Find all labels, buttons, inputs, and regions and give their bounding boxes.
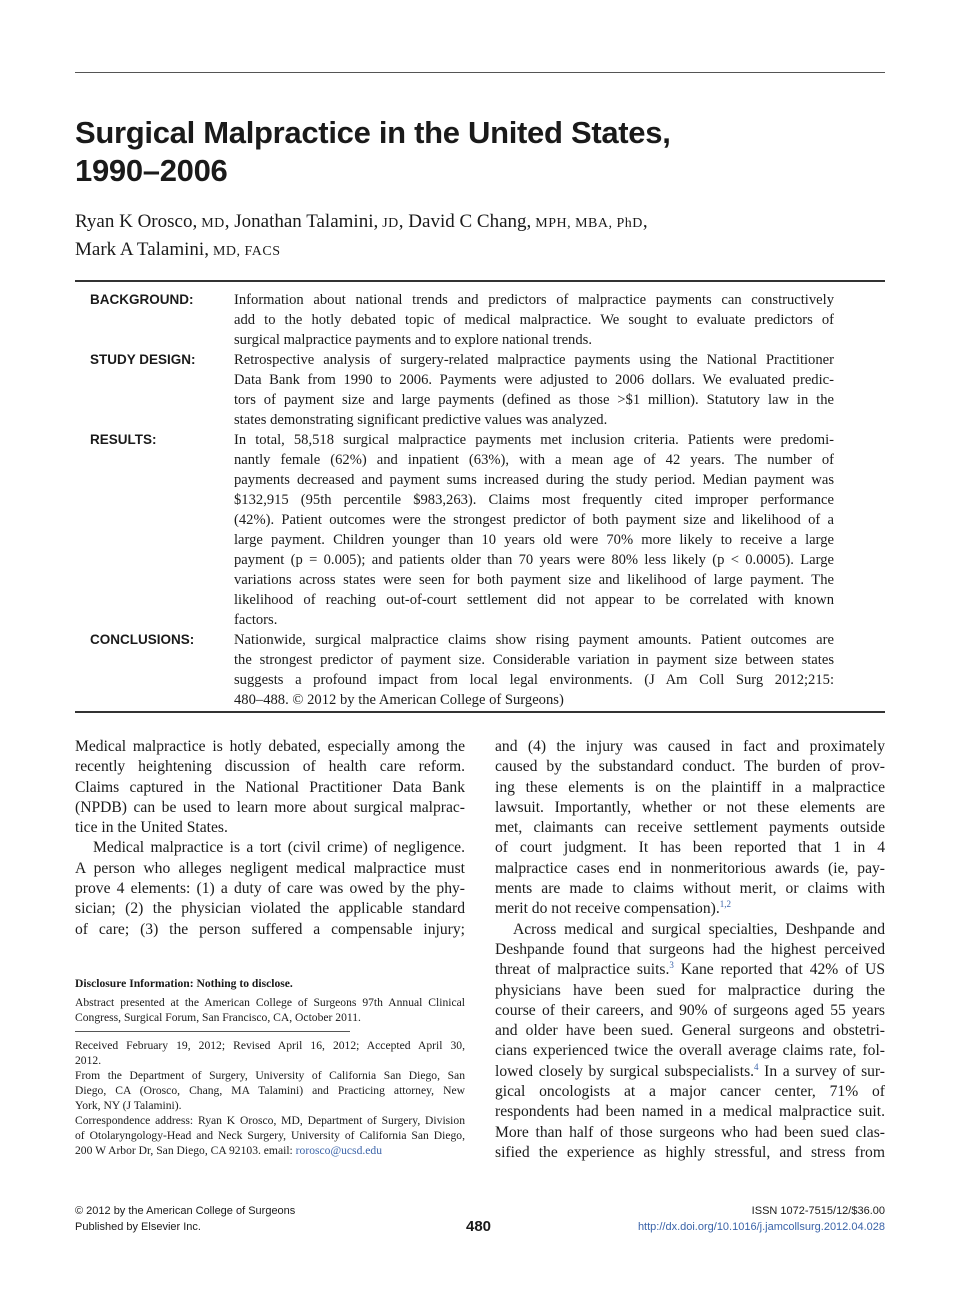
author-name: , David C Chang, bbox=[398, 211, 532, 232]
abstract-results bbox=[75, 430, 885, 630]
abstract-box bbox=[75, 280, 885, 713]
text-line: variations across states were seen for both payment size and likelihood of large payment. The bbox=[234, 572, 834, 588]
abstract-label: RESULTS: bbox=[90, 432, 157, 447]
text-line: and older have been sued. General surgeons and obstetri- bbox=[495, 1022, 885, 1040]
author-degree: MD bbox=[197, 216, 225, 231]
text-line: York, NY (J Talamini). bbox=[75, 1099, 182, 1112]
text-line: From the Department of Surgery, University of California San Diego, San bbox=[75, 1069, 465, 1082]
title-line-2: 1990–2006 bbox=[75, 153, 228, 188]
text-line: Across medical and surgical specialties, Deshpande and bbox=[513, 920, 885, 938]
text-line: A person who alleges negligent medical malpractice must bbox=[75, 859, 465, 877]
author-degree: MD, FACS bbox=[208, 244, 281, 259]
text-line: prove 4 elements: (1) a duty of care was owed by the phy- bbox=[75, 880, 465, 898]
text-line: (42%). Patient outcomes were the strongest predictor of both payment size and likelihood of a bbox=[234, 512, 834, 528]
text-line: surgical malpractice payments and to explore national trends. bbox=[234, 332, 592, 348]
text-line: of court judgment. It has been reported that 1 in 4 bbox=[495, 839, 885, 857]
author-name: Ryan K Orosco, bbox=[75, 211, 198, 232]
text-line: large payment. Children younger than 10 years old were 70% more likely to receive a large bbox=[234, 532, 834, 548]
text-line: $132,915 (95th percentile $983,263). Claims most frequently cited improper performance bbox=[234, 492, 834, 508]
text-line: lawsuit. Importantly, whether or not these elements are bbox=[495, 798, 885, 816]
text-line: In total, 58,518 surgical malpractice payments met inclusion criteria. Patients were predomi- bbox=[234, 432, 834, 448]
text-line bbox=[495, 960, 885, 980]
text-line: Medical malpractice is hotly debated, especially among the bbox=[75, 738, 465, 755]
text-line: Congress, Surgical Forum, San Francisco, CA, October 2011. bbox=[75, 1011, 361, 1024]
text-line: of Otolaryngology-Head and Neck Surgery, University of California San Diego, bbox=[75, 1129, 465, 1142]
doi-link[interactable]: http://dx.doi.org/10.1016/j.jamcollsurg.2012.04.028 bbox=[637, 1221, 885, 1233]
reference-link[interactable]: 1,2 bbox=[719, 899, 731, 910]
line-text: threat of malpractice suits. bbox=[495, 961, 670, 979]
text-line: factors. bbox=[234, 612, 278, 628]
text-line: Data Bank from 1990 to 2006. Payments were adjusted to 2006 dollars. We evaluated predic- bbox=[234, 372, 834, 388]
text-line: and (4) the injury was caused in fact and proximately bbox=[495, 738, 885, 755]
text-line: Information about national trends and predictors of malpractice payments can constructively bbox=[234, 292, 834, 308]
text-line: physicians have been sued for malpractice during the bbox=[495, 981, 885, 999]
text-line: payments decreased and payment sums increased during the study period. Median payment was bbox=[234, 472, 834, 488]
text-line: Medical malpractice is a tort (civil crime) of negligence. bbox=[93, 839, 465, 857]
text-line: (NPDB) can be used to learn more about surgical malprac- bbox=[75, 798, 465, 816]
abstract-label: BACKGROUND: bbox=[90, 292, 194, 307]
email-link[interactable]: rorosco@ucsd.edu bbox=[295, 1144, 383, 1157]
text-line: malpractice cases end in nonmeritorious awards (ie, pay- bbox=[495, 859, 885, 877]
reference-link[interactable]: 3 bbox=[669, 960, 674, 971]
received-note bbox=[75, 1038, 465, 1068]
text-line: states demonstrating significant predictive values was analyzed. bbox=[234, 412, 608, 428]
text-line bbox=[495, 1062, 885, 1082]
text-line: 480–488. © 2012 by the American College of Surgeons) bbox=[234, 692, 564, 708]
article-title bbox=[75, 114, 875, 190]
text-line: likelihood of reaching out-of-court settlement did not appear to be correlated with known bbox=[234, 592, 834, 608]
abstract-text bbox=[234, 350, 834, 430]
disclosure-note bbox=[75, 976, 465, 1025]
text-line: suggests a profound impact from local legal environments. (J Am Coll Surg 2012;215: bbox=[234, 672, 834, 688]
line-text: lowed closely by surgical subspecialists. bbox=[495, 1062, 755, 1080]
abstract-study-design bbox=[75, 350, 885, 430]
body-column-left bbox=[75, 737, 465, 940]
text-line bbox=[75, 1143, 465, 1158]
text-line: course of their careers, and 90% of surgeons aged 55 years bbox=[495, 1001, 885, 1019]
author-name: Mark A Talamini, bbox=[75, 239, 209, 260]
text-line: More than half of those surgeons who had been sued clas- bbox=[495, 1123, 885, 1141]
publisher: Published by Elsevier Inc. bbox=[75, 1221, 201, 1233]
footnotes bbox=[75, 976, 465, 1158]
author-line-2 bbox=[75, 237, 875, 265]
text-line: sified the experience as highly stressful, and stress from bbox=[495, 1143, 885, 1161]
text-line: Nationwide, surgical malpractice claims show rising payment amounts. Patient outcomes are bbox=[234, 632, 834, 648]
line-text: In a survey of sur- bbox=[758, 1062, 886, 1080]
text-line: tors of payment size and large payments (defined as those >$1 million). Statutory law in the bbox=[234, 392, 834, 408]
text-line: caused by the substandard conduct. The burden of prov- bbox=[495, 758, 885, 776]
text-line: respondents had been named in a medical malpractice suit. bbox=[495, 1103, 885, 1121]
text-line: Claims captured in the National Practitioner Data Bank bbox=[75, 778, 465, 796]
page-number: 480 bbox=[466, 1218, 492, 1235]
top-rule bbox=[75, 72, 885, 73]
author-degree: MPH, MBA, PhD bbox=[531, 216, 643, 231]
line-text: merit do not receive compensation). bbox=[495, 900, 720, 918]
abstract-label: CONCLUSIONS: bbox=[90, 632, 195, 647]
text-line: met, claimants can receive settlement payments outside bbox=[495, 819, 885, 837]
text-line: add to the hotly debated topic of medical malpractice. We sought to evaluate predictors of bbox=[234, 312, 834, 328]
text-line: Received February 19, 2012; Revised April 16, 2012; Accepted April 30, bbox=[75, 1039, 465, 1052]
text-line: payment (p = 0.005); and patients older than 70 years were 80% less likely (p < 0.0005). Large bbox=[234, 552, 834, 568]
text-line: gical oncologists at a major cancer center, 71% of bbox=[495, 1083, 885, 1101]
issn: ISSN 1072-7515/12/$36.00 bbox=[751, 1205, 885, 1217]
footer-left bbox=[75, 1203, 295, 1235]
copyright: © 2012 by the American College of Surgeons bbox=[75, 1205, 296, 1217]
text-line: cians experienced twice the overall average claims rate, fol- bbox=[495, 1042, 885, 1060]
author-line-1 bbox=[75, 209, 875, 237]
text-line: the strongest predictor of payment size. Considerable variation in payment size between states bbox=[234, 652, 834, 668]
author-list bbox=[75, 209, 875, 265]
text-line: Deshpande found that surgeons had the highest perceived bbox=[495, 940, 885, 958]
title-line-1: Surgical Malpractice in the United States, bbox=[75, 115, 671, 150]
text-line: of care; (3) the person suffered a compensable injury; bbox=[75, 920, 465, 938]
abstract-conclusions bbox=[75, 630, 885, 710]
text-line: Correspondence address: Ryan K Orosco, MD, Department of Surgery, Division bbox=[75, 1114, 465, 1127]
correspondence-note bbox=[75, 1113, 465, 1158]
footer-right bbox=[638, 1203, 885, 1235]
text-line: nantly female (62%) and inpatient (63%), with a mean age of 42 years. The number of bbox=[234, 452, 834, 468]
affiliation-note bbox=[75, 1068, 465, 1113]
text-line: ing these elements is on the plaintiff in a malpractice bbox=[495, 778, 885, 796]
footnote-rule bbox=[75, 1031, 350, 1032]
text-line: ments are made to claims without merit, or claims with bbox=[495, 880, 885, 898]
text-line: Abstract presented at the American College of Surgeons 97th Annual Clinical bbox=[75, 996, 465, 1009]
text-line: Disclosure Information: Nothing to disclose. bbox=[75, 977, 293, 990]
body-column-right bbox=[495, 737, 885, 1163]
text-line: Retrospective analysis of surgery-related malpractice payments using the National Practitioner bbox=[234, 352, 834, 368]
author-name: , Jonathan Talamini, bbox=[224, 211, 379, 232]
text-line bbox=[495, 899, 885, 919]
text-line: sician; (2) the physician violated the applicable standard bbox=[75, 900, 465, 918]
address-text: 200 W Arbor Dr, San Diego, CA 92103. email: bbox=[75, 1144, 296, 1157]
abstract-text bbox=[234, 630, 834, 710]
text-line: tice in the United States. bbox=[75, 819, 228, 837]
text-line: 2012. bbox=[75, 1054, 102, 1067]
text-line: Diego, CA (Orosco, Chang, MA Talamini) and Practicing attorney, New bbox=[75, 1084, 465, 1097]
author-separator: , bbox=[642, 211, 648, 232]
line-text: Kane reported that 42% of US bbox=[673, 961, 885, 979]
abstract-background bbox=[75, 290, 885, 350]
abstract-text bbox=[234, 290, 834, 350]
abstract-text bbox=[234, 430, 834, 630]
text-line: recently heightening discussion of health care reform. bbox=[75, 758, 465, 776]
reference-link[interactable]: 4 bbox=[754, 1061, 759, 1072]
abstract-label: STUDY DESIGN: bbox=[90, 352, 196, 367]
author-degree: JD bbox=[378, 216, 399, 231]
